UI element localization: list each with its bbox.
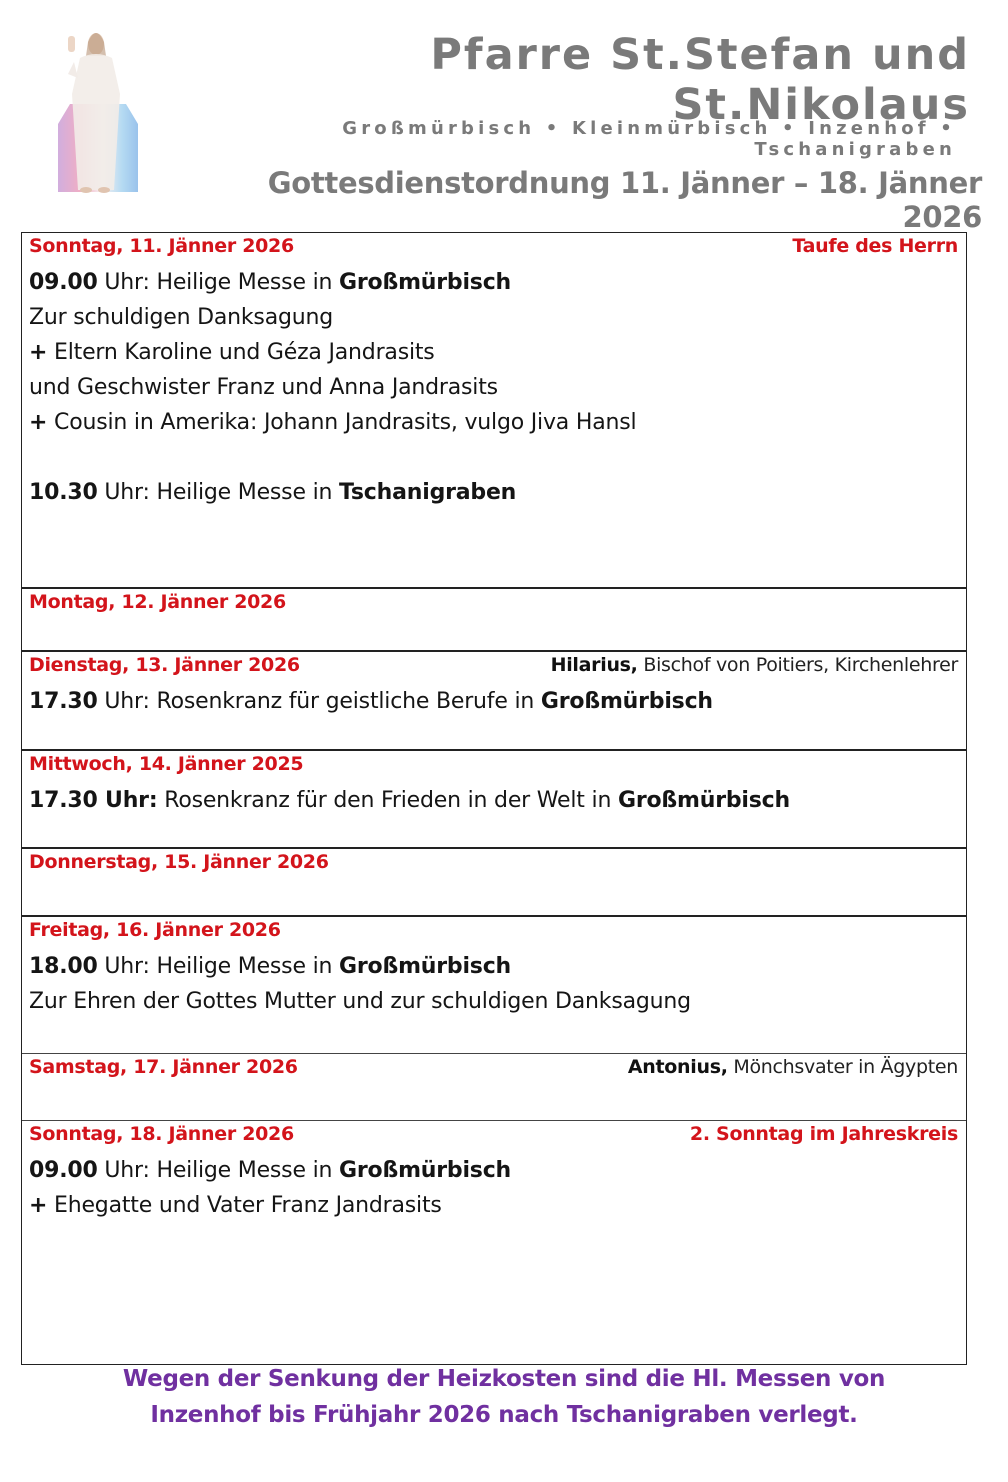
intention: + Ehegatte und Vater Franz Jandrasits [29,1193,442,1218]
day-date: Montag, 12. Jänner 2026 [29,591,286,613]
mass-entry: 09.00 Uhr: Heilige Messe in Großmürbisch [29,1158,511,1183]
feast-name: 2. Sonntag im Jahreskreis [689,1123,958,1145]
saint-of-day: Hilarius, Bischof von Poitiers, Kirchenlehrer [550,654,958,676]
saint-of-day: Antonius, Mönchsvater in Ägypten [627,1056,958,1078]
intention: + Eltern Karoline und Géza Jandrasits [29,340,435,365]
day-date: Samstag, 17. Jänner 2026 [29,1056,298,1078]
day-tuesday-13 [22,650,966,749]
day-date: Mittwoch, 14. Jänner 2025 [29,753,304,775]
rosary-entry: 17.30 Uhr: Rosenkranz für den Frieden in der Welt in Großmürbisch [29,788,790,813]
day-friday-16 [22,915,966,1053]
day-sunday-11 [22,233,966,587]
day-date: Dienstag, 13. Jänner 2026 [29,654,300,676]
intention: und Geschwister Franz und Anna Jandrasits [29,375,498,400]
divine-mercy-jesus-image [50,14,146,198]
day-wednesday-14 [22,749,966,847]
parish-title: Pfarre St.Stefan und St.Nikolaus [430,30,970,130]
day-monday-12 [22,587,966,650]
day-date: Sonntag, 11. Jänner 2026 [29,235,294,257]
mass-entry: 10.30 Uhr: Heilige Messe in Tschanigraben [29,480,517,505]
intention: + Cousin in Amerika: Johann Jandrasits, vulgo Jiva Hansl [29,410,637,435]
day-date: Sonntag, 18. Jänner 2026 [29,1123,294,1145]
notice-line-1: Wegen der Senkung der Heizkosten sind die Hl. Messen von [122,1366,886,1392]
parish-locations: Großmürbisch • Kleinmürbisch • Inzenhof • Tschanigraben [342,118,956,160]
day-saturday-17 [22,1053,966,1120]
notice-line-2: Inzenhof bis Frühjahr 2026 nach Tschanigraben verlegt. [150,1402,858,1428]
day-sunday-18 [22,1120,966,1364]
schedule-table [21,232,967,1365]
mass-entry: 09.00 Uhr: Heilige Messe in Großmürbisch [29,270,511,295]
feast-name: Taufe des Herrn [792,235,958,257]
intention: Zur schuldigen Danksagung [29,305,333,330]
intention: Zur Ehren der Gottes Mutter und zur schuldigen Danksagung [29,989,691,1014]
day-thursday-15 [22,847,966,915]
mass-entry: 18.00 Uhr: Heilige Messe in Großmürbisch [29,954,511,979]
schedule-heading: Gottesdienstordnung 11. Jänner – 18. Jänner 2026 [267,166,982,234]
day-date: Freitag, 16. Jänner 2026 [29,919,281,941]
day-date: Donnerstag, 15. Jänner 2026 [29,851,329,873]
rosary-entry: 17.30 Uhr: Rosenkranz für geistliche Berufe in Großmürbisch [29,689,713,714]
